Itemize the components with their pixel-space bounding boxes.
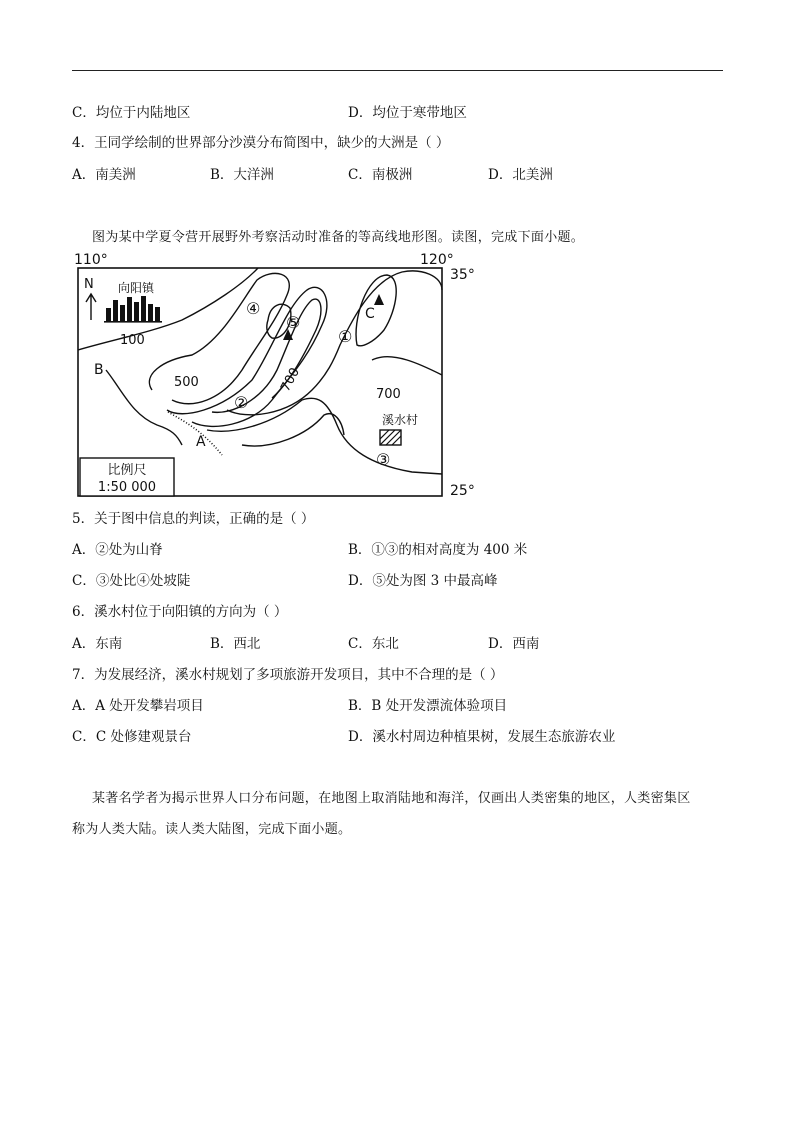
point-a-label: A bbox=[196, 434, 206, 450]
q7-option-d: D．溪水村周边种植果树，发展生态旅游农业 bbox=[348, 729, 616, 745]
town-label: 向阳镇 bbox=[118, 281, 155, 295]
north-arrow-icon bbox=[86, 294, 96, 320]
q4-option-a: A．南美洲 bbox=[72, 167, 136, 183]
q5-option-b: B．①③的相对高度为 400 米 bbox=[348, 542, 528, 558]
peak-c-triangle-icon bbox=[374, 294, 384, 305]
point-b-label: B bbox=[94, 362, 104, 378]
point-c-label: C bbox=[365, 306, 375, 322]
lat-bottom-label: 25° bbox=[450, 483, 475, 499]
header-rule bbox=[72, 70, 723, 71]
scale-value: 1:50 000 bbox=[97, 480, 157, 495]
q4-option-c: C．南极洲 bbox=[348, 167, 413, 183]
contour-100-line bbox=[78, 268, 261, 350]
north-label: N bbox=[84, 277, 94, 292]
lon-right-label: 120° bbox=[420, 252, 454, 268]
q6-option-d: D．西南 bbox=[488, 636, 540, 652]
contour-map bbox=[72, 250, 482, 500]
contour-700-right-line bbox=[372, 357, 442, 375]
q6-option-a: A．东南 bbox=[72, 636, 123, 652]
q7-stem: 7．为发展经济，溪水村规划了多项旅游开发项目，其中不合理的是（ ） bbox=[72, 667, 504, 683]
lon-left-label: 110° bbox=[74, 252, 108, 268]
q4-stem: 4．王同学绘制的世界部分沙漠分布简图中，缺少的大洲是（ ） bbox=[72, 135, 450, 151]
contour-west-line bbox=[106, 370, 182, 445]
point-4-label: ④ bbox=[246, 299, 261, 318]
village-label: 溪水村 bbox=[382, 413, 419, 427]
map-intro: 图为某中学夏令营开展野外考察活动时准备的等高线地形图。读图，完成下面小题。 bbox=[92, 230, 585, 245]
q6-option-b: B．西北 bbox=[210, 636, 261, 652]
q5-option-d: D．⑤处为图 3 中最高峰 bbox=[348, 573, 498, 589]
q3-option-d: D．均位于寒带地区 bbox=[348, 105, 467, 121]
q4-option-b: B．大洋洲 bbox=[210, 167, 274, 183]
contour-map-svg bbox=[72, 250, 482, 500]
contour-label-700-b: 700 bbox=[376, 387, 401, 402]
point-2-label: ② bbox=[234, 393, 249, 412]
q4-option-d: D．北美洲 bbox=[488, 167, 553, 183]
q3-option-c: C．均位于内陆地区 bbox=[72, 105, 191, 121]
point-5-label: ⑤ bbox=[286, 313, 301, 332]
q7-option-a: A．A 处开发攀岩项目 bbox=[72, 698, 204, 714]
q7-option-c: C．C 处修建观景台 bbox=[72, 729, 192, 745]
q7-option-b: B．B 处开发漂流体验项目 bbox=[348, 698, 508, 714]
point-3-label: ③ bbox=[376, 450, 391, 469]
lat-top-label: 35° bbox=[450, 267, 475, 283]
q5-stem: 5．关于图中信息的判读，正确的是（ ） bbox=[72, 511, 315, 527]
town-buildings-icon bbox=[104, 296, 162, 323]
contour-label-100: 100 bbox=[120, 333, 145, 348]
final-intro-line2: 称为人类大陆。读人类大陆图，完成下面小题。 bbox=[72, 822, 352, 837]
cliff-dotted-line bbox=[168, 412, 222, 455]
contour-lower-inner-line bbox=[242, 414, 344, 446]
q5-option-c: C．③处比④处坡陡 bbox=[72, 573, 191, 589]
contour-label-700-a: 700 bbox=[278, 365, 304, 395]
q6-stem: 6．溪水村位于向阳镇的方向为（ ） bbox=[72, 604, 288, 620]
peak-c-contour bbox=[356, 275, 396, 346]
scale-title: 比例尺 bbox=[107, 463, 147, 478]
final-intro-line1: 某著名学者为揭示世界人口分布问题，在地图上取消陆地和海洋，仅画出人类密集的地区，人类密集区 bbox=[92, 791, 691, 806]
q5-option-a: A．②处为山脊 bbox=[72, 542, 163, 558]
point-1-label: ① bbox=[338, 327, 353, 346]
q6-option-c: C．东北 bbox=[348, 636, 399, 652]
village-hatched-icon bbox=[380, 430, 401, 445]
contour-label-500: 500 bbox=[174, 375, 199, 390]
